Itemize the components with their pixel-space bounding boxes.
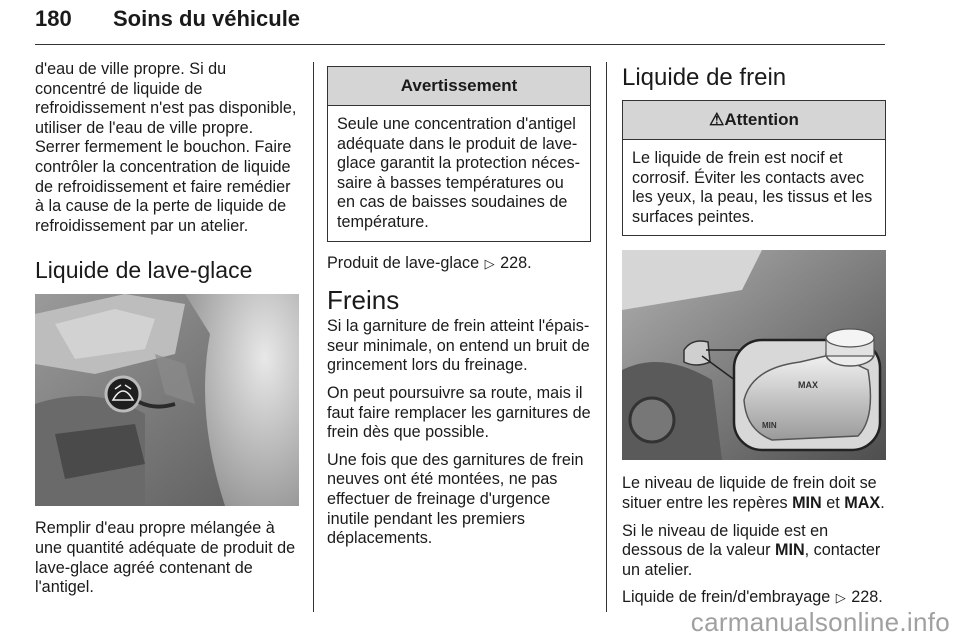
brake-fluid-level-paragraph: Le niveau de liquide de frein doit se situer entre les repères MIN et MAX.: [622, 474, 885, 512]
page-title: Soins du véhicule: [113, 6, 301, 31]
brakes-paragraph-1: Si la garniture de frein atteint l'épaisseur minimale, on entend un bruit de grincement lors du freinage.: [327, 317, 590, 375]
warning-text: Seule une concentration d'antigel adéquate dans le produit de lave-glace garantit la protection nécessaire à basses températures ou en cas de baisses soudaines de température.: [337, 115, 580, 231]
washer-fluid-heading: Liquide de lave-glace: [35, 257, 253, 284]
column-divider-2: [606, 62, 607, 612]
watermark-url: carmanualsonline.info: [690, 607, 950, 637]
brake-fluid-heading: Liquide de frein: [622, 64, 787, 91]
brakes-paragraph-3: Une fois que des garnitures de frein neuves ont été montées, ne pas effectuer de freinage d'urgence inutile pendant les premiers déplacements.: [327, 450, 584, 548]
max-marker-label: MAX: [798, 380, 818, 391]
page-header: [35, 4, 885, 45]
min-marker-label: MIN: [762, 421, 777, 431]
min-label: MIN: [792, 493, 822, 512]
warning-title: Avertissement: [328, 67, 590, 106]
max-label: MAX: [844, 493, 881, 512]
page-number: 180: [35, 6, 72, 31]
triangle-right-icon: ▷: [484, 255, 495, 271]
column-divider-1: [313, 62, 314, 612]
attention-title: ⚠Attention: [623, 101, 885, 140]
coolant-continued-paragraph: d'eau de ville propre. Si du concentré de liquide de refroidissement n'est pas disponible, utiliser de l'eau de ville propre. Serrer fermement le bouchon. Faire contrôler la concentration de liquide de refroidissement et faire remédier à la cause de la perte de liquide de refroidissement par un atelier.: [35, 60, 297, 235]
washer-fluid-reference: Produit de lave-glace ▷ 228.: [327, 253, 532, 272]
brake-fluid-below-min-paragraph: Si le niveau de liquide est en dessous de la valeur MIN, contacter un atelier.: [622, 521, 881, 579]
brake-fluid-reservoir-image: [622, 250, 886, 460]
column-3: [622, 64, 886, 616]
attention-text: Le liquide de frein est nocif et corrosif. Éviter les contacts avec les yeux, la peau, les tissus et les surfaces peintes.: [632, 149, 873, 226]
attention-box: [622, 100, 886, 236]
brakes-paragraph-2: On peut poursuivre sa route, mais il faut faire remplacer les garnitures de frein dès que possible.: [327, 383, 591, 442]
column-1: [35, 60, 299, 606]
warning-triangle-icon: ⚠: [709, 110, 725, 129]
brake-fluid-reference: Liquide de frein/d'embrayage ▷ 228.: [622, 588, 883, 607]
min-label-2: MIN: [774, 541, 805, 560]
brakes-heading: Freins: [327, 285, 400, 316]
column-2: [327, 66, 591, 557]
washer-reservoir-image: [35, 294, 299, 506]
warning-box: [327, 66, 591, 242]
washer-fill-paragraph: Remplir d'eau propre mélangée à une quantité adéquate de produit de lave-glace agréé contenant de l'antigel.: [35, 519, 296, 597]
triangle-right-icon: ▷: [835, 590, 846, 606]
